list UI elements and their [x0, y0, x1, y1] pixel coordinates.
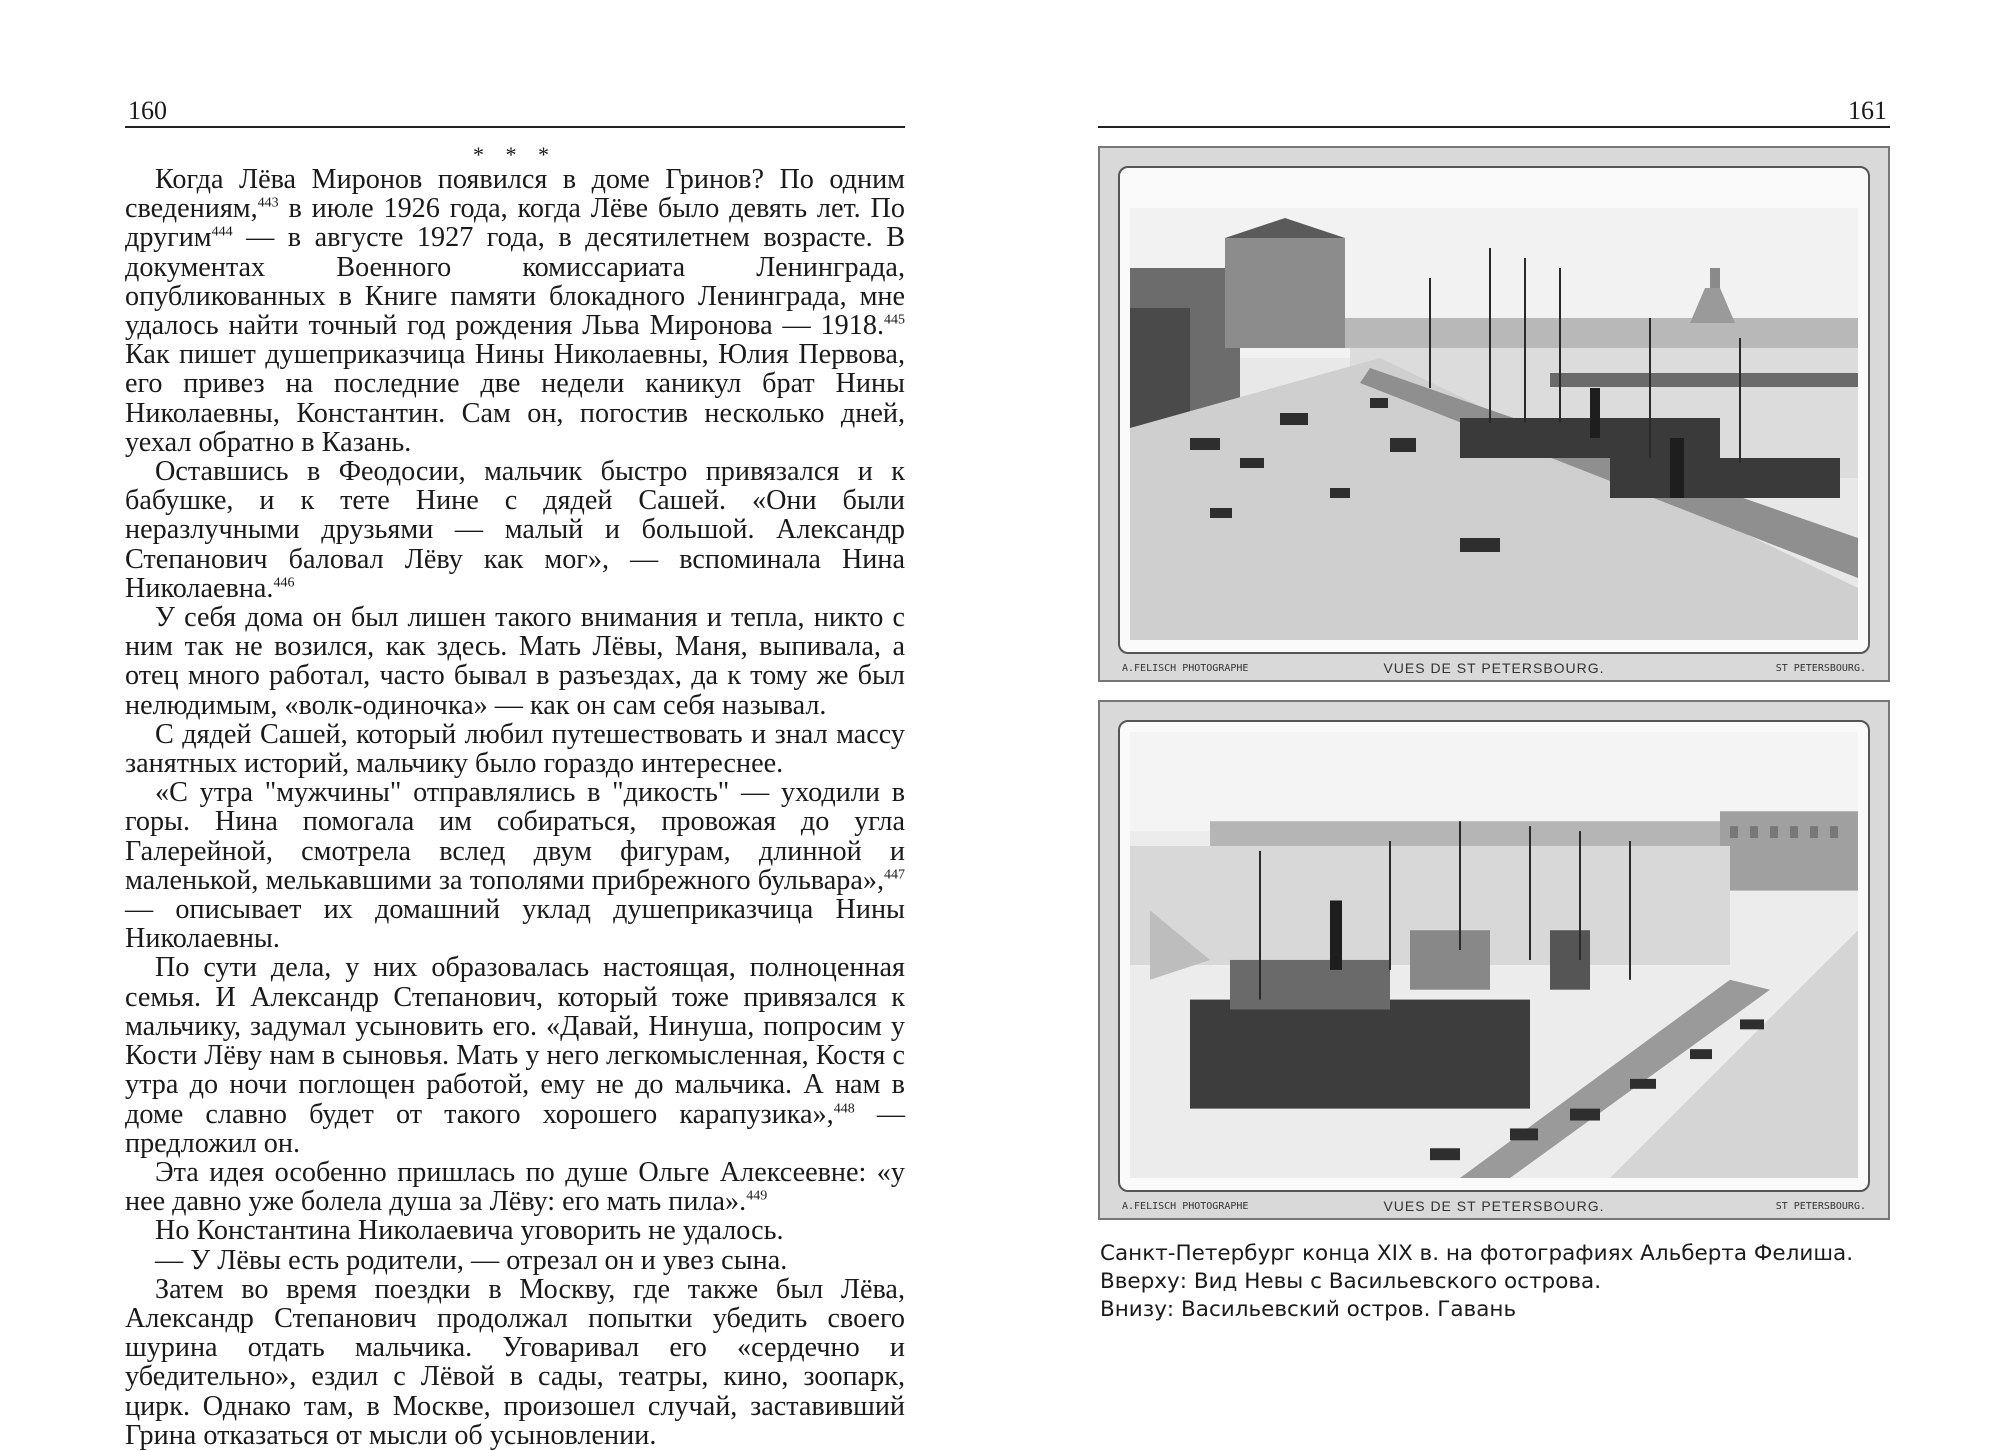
body-paragraph — [125, 457, 905, 603]
photographer-label: A.FELISCH PHOTOGRAPHE — [1122, 1201, 1249, 1212]
photo-neva-drawing — [1130, 208, 1858, 640]
body-paragraph — [125, 953, 905, 1157]
body-paragraph — [125, 720, 905, 778]
section-separator: * * * — [473, 142, 557, 167]
footnote-ref[interactable]: 448 — [833, 1101, 855, 1117]
right-header-rule — [1098, 126, 1890, 128]
photo-footer — [1122, 656, 1866, 676]
footnote-ref[interactable]: 443 — [257, 195, 279, 211]
paragraph-text: Эта идея особенно пришлась по душе Ольге Алексеевне: «у нее давно уже болела душа за Лёву: его мать пила». — [125, 1156, 905, 1218]
series-title: VUES DE ST PETERSBOURG. — [1383, 1198, 1605, 1214]
paragraph-text: По сути дела, у них образовалась настоящая, полноценная семья. И Александр Степанович, который тоже привязался к мальчику, задумал усыновить его. «Давай, Нинуша, попросим у Кости Лёву нам в сыновья. Мать у него легкомысленная, Костя с утра до ночи поглощен работой, ему не до мальчика. А нам в доме славно будет от такого хорошего карапузика», — [125, 952, 905, 1130]
series-title: VUES DE ST PETERSBOURG. — [1383, 660, 1605, 676]
paragraph-text: С дядей Сашей, который любил путешествовать и знал массу занятных историй, мальчику было гораздо интереснее. — [125, 718, 905, 780]
photo-card-harbour — [1098, 700, 1890, 1220]
paragraph-text: У себя дома он был лишен такого внимания и тепла, никто с ним так не возился, как здесь. Мать Лёвы, Маня, выпивала, а отец много работал, часто бывал в разъездах, да к тому же был нелюдимым, «волк-одиночка» — как он сам себя называл. — [125, 602, 905, 721]
paragraph-text: Когда Лёва Миронов появился в доме Гринов? По одним сведениям, — [125, 164, 905, 225]
left-header-rule — [125, 126, 905, 128]
paragraph-text: — в августе 1927 года, в десятилетнем возрасте. В документах Военного комиссариата Ленинграда, опубликованных в Книге памяти блокадного Ленинграда, мне удалось найти точный год рождения Льва Миронова — 1918. — [125, 222, 905, 342]
body-paragraph — [125, 1275, 905, 1450]
paragraph-text: Но Константина Николаевича уговорить не удалось. — [155, 1215, 784, 1247]
footnote-ref[interactable]: 445 — [884, 312, 905, 328]
photographer-label: A.FELISCH PHOTOGRAPHE — [1122, 663, 1249, 674]
photo-harbour-drawing — [1130, 732, 1858, 1178]
paragraph-text: Оставшись в Феодосии, мальчик быстро привязался и к бабушке, и к тете Нине с дядей Сашей. «Они были неразлучными друзьями — малый и большой. Александр Степанович баловал Лёву как мог», — вспоминала Нина Николаевна. — [125, 456, 905, 604]
paragraph-text: — описывает их домашний уклад душеприказчица Нины Николаевны. — [125, 894, 905, 955]
photo-vasilievsky-harbour — [1130, 732, 1858, 1178]
city-label: ST PETERSBOURG. — [1775, 663, 1866, 674]
photo-caption — [1100, 1240, 1900, 1324]
footnote-ref[interactable]: 444 — [211, 225, 233, 241]
photo-neva-embankment — [1130, 208, 1858, 640]
paragraph-text: «С утра "мужчины" отправлялись в "дикость" — уходили в горы. Нина помогала им собираться, провожая до угла Галерейной, смотрела вслед двум фигурам, длинной и маленькой, мелькавшими за тополями прибрежного бульвара», — [125, 777, 905, 896]
left-page-body — [125, 165, 905, 1450]
body-paragraph — [125, 1246, 905, 1275]
body-paragraph — [125, 603, 905, 720]
paragraph-text: Затем во время поездки в Москву, где также был Лёва, Александр Степанович продолжал попытки убедить своего шурина отдать мальчика. Уговаривал его «сердечно и убедительно», ездил с Лёвой в сады, театры, кино, зоопарк, цирк. Однако там, в Москве, произошел случай, заставивший Грина отказаться от мысли об усыновлении. — [125, 1273, 905, 1451]
photo-card-neva — [1098, 146, 1890, 682]
body-paragraph — [125, 778, 905, 953]
paragraph-text: — предложил он. — [125, 1098, 906, 1159]
footnote-ref[interactable]: 446 — [273, 575, 295, 591]
footnote-ref[interactable]: 449 — [746, 1188, 768, 1204]
body-paragraph — [125, 1158, 905, 1216]
caption-line: Внизу: Васильевский остров. Гавань — [1100, 1297, 1517, 1322]
paragraph-text: Как пишет душеприказчица Нины Николаевны, Юлия Первова, его привез на последние две недели каникул брат Нины Николаевны, Константин. Сам он, погостив несколько дней, уехал обратно в Казань. — [125, 339, 905, 458]
city-label: ST PETERSBOURG. — [1775, 1201, 1866, 1212]
caption-line: Вверху: Вид Невы с Васильевского острова. — [1100, 1269, 1602, 1294]
left-page-number: 160 — [128, 96, 167, 125]
body-paragraph — [125, 1216, 905, 1245]
footnote-ref[interactable]: 447 — [884, 867, 905, 883]
right-page-number: 161 — [1848, 96, 1887, 125]
caption-line: Санкт-Петербург конца XIX в. на фотографиях Альберта Фелиша. — [1100, 1241, 1854, 1266]
paragraph-text: — У Лёвы есть родители, — отрезал он и увез сына. — [155, 1244, 788, 1276]
paragraph-text: в июле 1926 года, когда Лёве было девять лет. По другим — [125, 193, 905, 254]
body-paragraph — [125, 165, 905, 457]
photo-footer — [1122, 1194, 1866, 1214]
